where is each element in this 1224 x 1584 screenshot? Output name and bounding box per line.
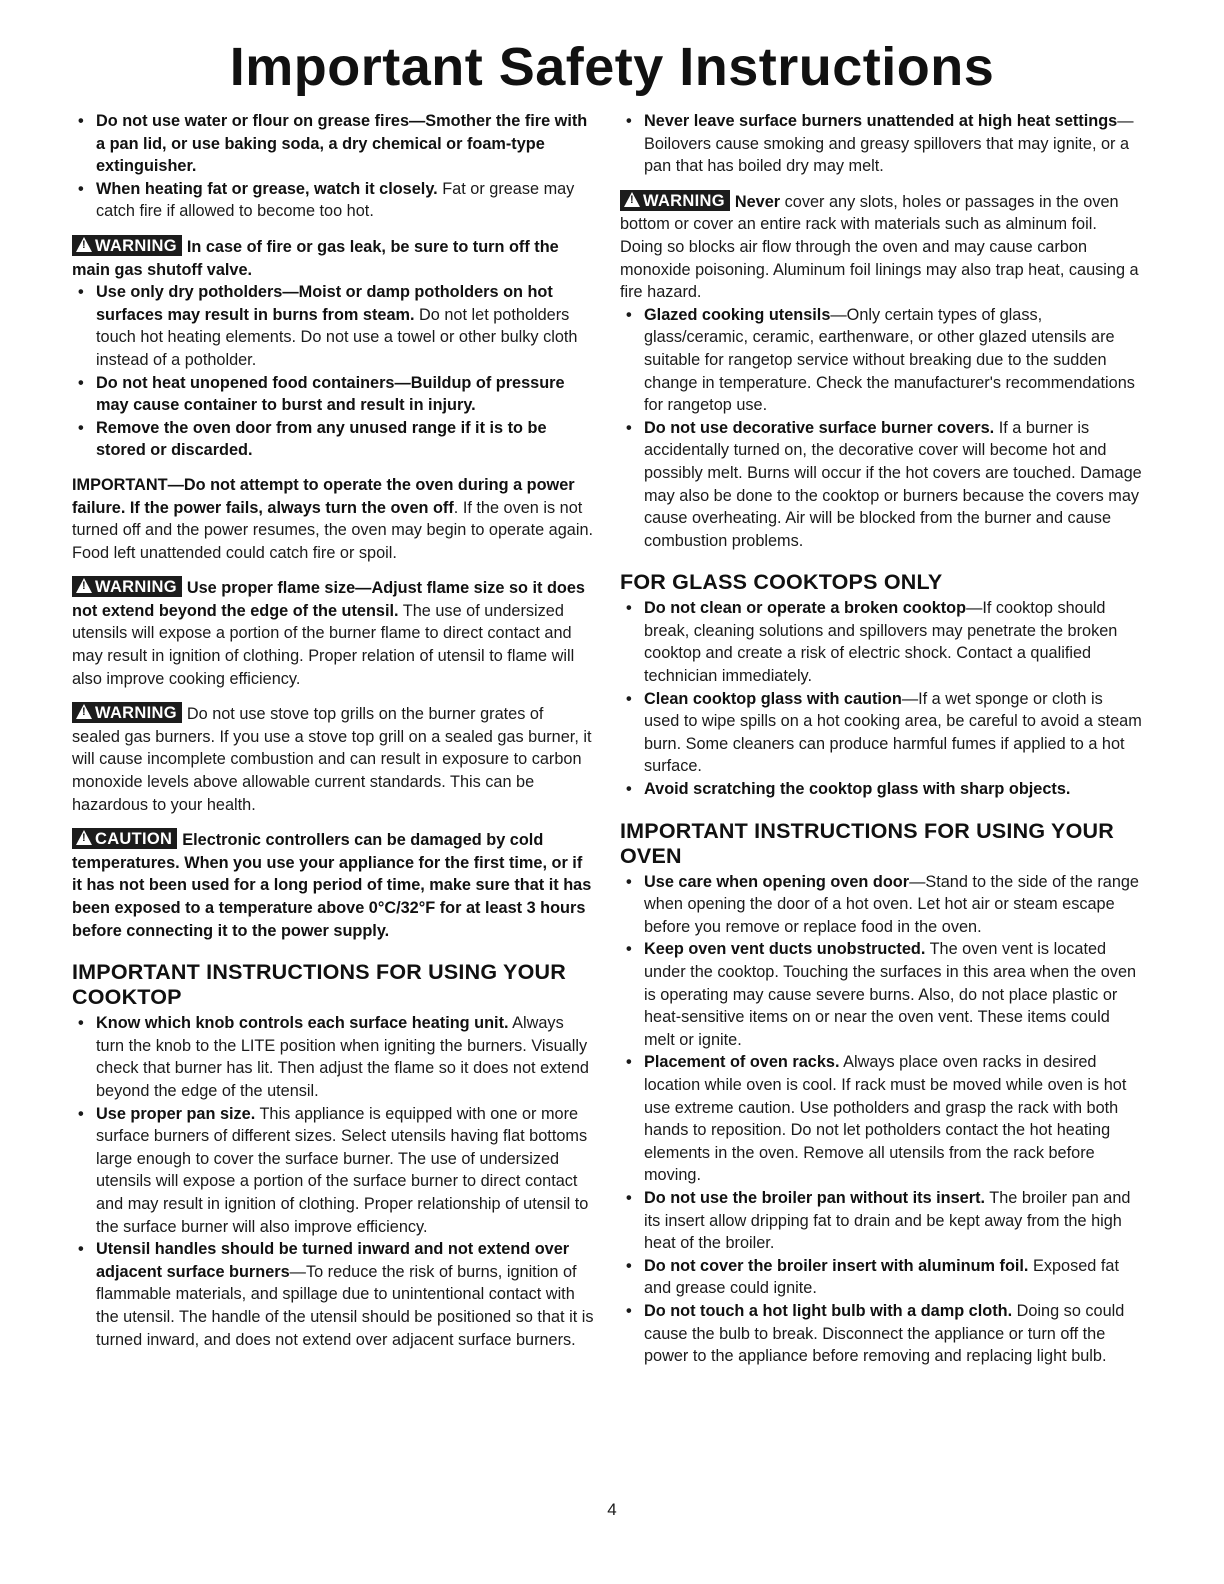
warning-badge: !WARNING (72, 702, 182, 723)
list-item (72, 1238, 594, 1351)
list-item (72, 417, 594, 462)
list-item (72, 281, 594, 371)
item-heading: Clean cooktop glass with caution (644, 689, 902, 708)
caution-controllers (72, 828, 594, 942)
list-item (620, 688, 1142, 778)
warning-triangle-icon (76, 578, 92, 593)
item-heading: Utensil handles should be turned inward and not extend over adjacent surface burners (96, 1240, 570, 1281)
list-item (620, 304, 1142, 417)
item-heading: Keep oven vent ducts unobstructed. (644, 940, 926, 959)
item-text: Fat or grease may catch fire if allowed to become too hot. (96, 179, 575, 221)
item-text: Do not let potholders touch hot heating elements. Do not use a towel or other bulky cloth instead of a potholder. (96, 305, 578, 369)
item-text: —Boilovers cause smoking and greasy spillovers that may ignite, or a pan that has boiled dry may melt. (644, 112, 1134, 176)
section-heading-cooktop: IMPORTANT INSTRUCTIONS FOR USING YOUR COOKTOP (72, 960, 566, 1010)
utensil-list (620, 304, 1142, 553)
item-text: The broiler pan and its insert allow dripping fat to drain and be kept away from the high heat of the broiler. (644, 1188, 1131, 1253)
item-text: —To reduce the risk of burns, ignition of flammable materials, and spillage due to unintentional contact with the utensil. The handle of the utensil should be positioned so that it is turned inward, and does not extend over adjacent surface burners. (96, 1262, 594, 1349)
item-heading: Remove the oven door from any unused range if it is to be stored or discarded. (96, 418, 547, 460)
list-item (620, 1255, 1142, 1300)
grease-fire-list (72, 110, 594, 223)
warning-text: In case of fire or gas leak, be sure to turn off the main gas shutoff valve. (72, 237, 559, 279)
item-heading: Do not use decorative surface burner covers. (644, 418, 995, 437)
item-heading: Do not heat unopened food containers—Buildup of pressure may cause container to burst and result in injury. (96, 373, 565, 415)
item-heading: Glazed cooking utensils (644, 305, 831, 324)
potholder-list (72, 281, 594, 462)
item-heading: Do not clean or operate a broken cooktop (644, 599, 967, 618)
item-text: Exposed fat and grease could ignite. (644, 1256, 1119, 1298)
item-heading: Avoid scratching the cooktop glass with sharp objects. (644, 780, 1071, 799)
item-text: —Stand to the side of the range when opening the door of a hot oven. Let hot air or steam escape before you remove or replace food in the oven. (644, 872, 1139, 936)
item-text: The oven vent is located under the cooktop. Touching the surfaces in this area when the oven is operating may cause severe burns. Also, do not place plastic or heat-sensitive items on or near the oven vent. These items could melt or ignite. (644, 940, 1137, 1049)
item-text: Doing so could cause the bulb to break. Disconnect the appliance or turn off the power to the appliance before removing and replacing light bulb. (644, 1301, 1125, 1366)
item-text: —If a wet sponge or cloth is used to wipe spills on a hot cooking area, be careful to avoid a steam burn. Some cleaners can produce harmful fumes if applied to a hot surface. (644, 689, 1142, 776)
list-item (620, 110, 1142, 178)
list-item (620, 597, 1142, 687)
warning-text: The use of undersized utensils will expose a portion of the burner flame to direct contact and may result in ignition of clothing. Proper relation of utensil to flame will also improve cooking efficiency. (72, 601, 575, 688)
item-heading: Use proper pan size. (96, 1104, 256, 1123)
warning-badge: !WARNING (620, 190, 730, 211)
list-item (72, 1103, 594, 1239)
item-text: This appliance is equipped with one or more surface burners of different sizes. Select utensils having flat bottoms large enough to cover the surface burner. The use of undersized utensils will expose a portion of the surface burner to direct contact and may result in ignition of clothing. Proper relationship of utensil to the surface burner will also improve efficiency. (96, 1104, 589, 1236)
item-heading: Never leave surface burners unattended at high heat settings (644, 112, 1118, 130)
list-item (620, 1300, 1142, 1368)
right-column (620, 110, 1142, 1368)
item-text: If a burner is accidentally turned on, the decorative cover will become hot and possibly melt. Burns will occur if the hot covers are touched. Damage may also be done to the cooktop or burners because the covers may cause overheating. Air will be blocked from the burner and cause combustion problems. (644, 418, 1142, 550)
list-item (72, 110, 594, 178)
list-item (72, 372, 594, 417)
warning-flame-size (72, 576, 594, 690)
item-heading: Use only dry potholders—Moist or damp potholders on hot surfaces may result in burns from steam. (96, 283, 553, 324)
warning-badge: !WARNING (72, 576, 182, 597)
item-text: —Only certain types of glass, glass/ceramic, ceramic, earthenware, or other glazed utensils are suitable for rangetop service without breaking due to the sudden change in temperature. Check the manufacturer's recommendations for rangetop use. (644, 305, 1135, 415)
warning-badge: !WARNING (72, 235, 182, 256)
warning-grills (72, 702, 594, 816)
section-heading-oven: IMPORTANT INSTRUCTIONS FOR USING YOUR OVEN (620, 818, 1114, 868)
important-heading: IMPORTANT—Do not attempt to operate the oven during a power failure. If the power fails, always turn the oven off (72, 475, 575, 517)
list-item (620, 1187, 1142, 1255)
list-item (620, 938, 1142, 1051)
page-number: 4 (607, 1500, 617, 1519)
item-heading: Placement of oven racks. (644, 1053, 840, 1072)
warning-triangle-icon (76, 237, 92, 252)
item-heading: When heating fat or grease, watch it closely. (96, 179, 438, 198)
caution-badge: !CAUTION (72, 828, 177, 849)
caution-triangle-icon (76, 830, 92, 845)
glass-cooktop-list (620, 597, 1142, 800)
warning-heading: Never (734, 192, 781, 211)
item-heading: Do not use water or flour on grease fires—Smother the fire with a pan lid, or use baking soda, a dry chemical or foam-type extinguisher. (96, 112, 588, 176)
left-column (72, 110, 594, 1351)
item-heading: Do not touch a hot light bulb with a damp cloth. (644, 1301, 1013, 1320)
oven-list (620, 871, 1142, 1368)
burner-list (620, 110, 1142, 178)
page-title: Important Safety Instructions (229, 37, 995, 97)
section-heading-glass-cooktops: FOR GLASS COOKTOPS ONLY (620, 570, 943, 595)
cooktop-list (72, 1012, 594, 1351)
list-item (620, 871, 1142, 939)
important-power-failure (72, 474, 594, 564)
warning-triangle-icon (76, 704, 92, 719)
warning-triangle-icon (624, 192, 640, 207)
warning-text: Do not use stove top grills on the burner grates of sealed gas burners. If you use a stove top grill on a sealed gas burner, it will cause incomplete combustion and can result in exposure to carbon monoxide levels above allowable current standards. This can be hazardous to your health. (72, 705, 592, 814)
list-item (72, 1012, 594, 1102)
warning-gas-leak (72, 235, 594, 281)
warning-heading: Use proper flame size—Adjust flame size so it does not extend beyond the edge of the utensil. (72, 579, 585, 620)
item-heading: Use care when opening oven door (644, 872, 910, 891)
list-item (620, 417, 1142, 553)
important-text: . If the oven is not turned off and the power resumes, the oven may begin to operate again. Food left unattended could catch fire or spoil. (72, 498, 594, 562)
item-text: Always turn the knob to the LITE position when igniting the burners. Visually check that burner has lit. Then adjust the flame so it does not extend beyond the edge of the utensil. (96, 1014, 589, 1100)
item-text: Always place oven racks in desired location while oven is cool. If rack must be moved while oven is hot use extreme caution. Use potholders and grasp the rack with both hands to reposition. Do not let potholders contact the hot heating elements in the oven. Remove all utensils from the rack before moving. (644, 1053, 1127, 1185)
list-item (72, 178, 594, 223)
item-text: —If cooktop should break, cleaning solutions and spillovers may penetrate the broken cooktop and create a risk of electric shock. Contact a qualified technician immediately. (644, 599, 1118, 686)
list-item (620, 1051, 1142, 1187)
warning-oven-bottom (620, 190, 1142, 304)
item-heading: Do not cover the broiler insert with aluminum foil. (644, 1256, 1029, 1275)
item-heading: Do not use the broiler pan without its insert. (644, 1188, 986, 1207)
list-item (620, 778, 1142, 801)
caution-text: Electronic controllers can be damaged by cold temperatures. When you use your appliance for the first time, or if it has not been used for a long period of time, make sure that it has been exposed to a temperature above 0°C/32°F for at least 3 hours before connecting it to the power supply. (72, 831, 592, 940)
warning-text: cover any slots, holes or passages in the oven bottom or cover an entire rack with materials such as alminum foil. Doing so blocks air flow through the oven and may cause carbon monoxide poisoning. Aluminum foil linings may also trap heat, causing a fire hazard. (620, 192, 1139, 302)
item-heading: Know which knob controls each surface heating unit. (96, 1014, 509, 1033)
